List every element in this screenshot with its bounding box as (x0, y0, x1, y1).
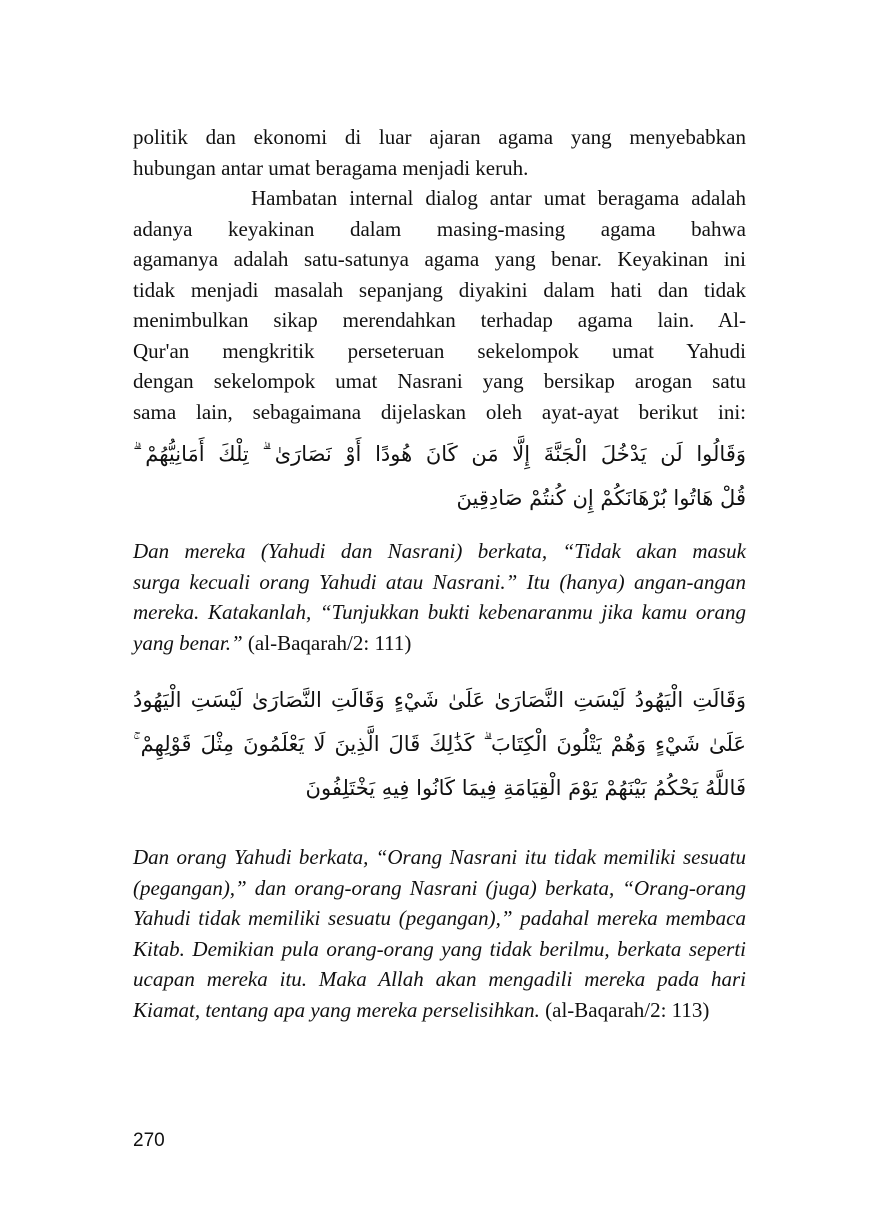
verse-1-arabic (133, 432, 746, 520)
text-line: Dan orang Yahudi berkata, “Orang Nasrani itu tidak memiliki sesuatu (133, 845, 746, 869)
page-number: 270 (133, 1130, 165, 1151)
verse-2-translation (133, 842, 746, 1025)
paragraph-2 (133, 183, 746, 427)
arabic-line: وَقَالُوا لَن يَدْخُلَ الْجَنَّةَ إِلَّا مَن كَانَ هُودًا أَوْ نَصَارَىٰ ۗ تِلْكَ أَمَانِيُّهُمْ ۗ (133, 442, 746, 466)
verse-2-arabic (133, 678, 746, 810)
text-line: agamanya adalah satu-satunya agama yang benar. Keyakinan ini (133, 247, 746, 271)
text-line: sama lain, sebagaimana dijelaskan oleh ayat-ayat berikut ini: (133, 399, 746, 424)
verse-reference: (al-Baqarah/2: 111) (247, 630, 412, 655)
verse-1-translation (133, 536, 746, 658)
text-line: Hambatan internal dialog antar umat beragama adalah (251, 186, 746, 210)
text-line: (pegangan),” dan orang-orang Nasrani (juga) berkata, “Orang-orang (133, 875, 746, 900)
verse-reference: (al-Baqarah/2: 113) (545, 997, 710, 1022)
translation-end: Kiamat, tentang apa yang mereka perselisihkan. (133, 997, 540, 1022)
text-line: tidak menjadi masalah sepanjang diyakini dalam hati dan tidak (133, 277, 746, 302)
translation-end: yang benar.” (133, 630, 243, 655)
text-line: Qur'an mengkritik perseteruan sekelompok umat Yahudi (133, 338, 746, 363)
text-line: menimbulkan sikap merendahkan terhadap agama lain. Al- (133, 308, 746, 332)
text-line: ucapan mereka itu. Maka Allah akan mengadili mereka pada hari (133, 967, 746, 991)
text-line: surga kecuali orang Yahudi atau Nasrani.” Itu (hanya) angan-angan (133, 569, 746, 594)
arabic-line: فَاللَّهُ يَحْكُمُ بَيْنَهُمْ يَوْمَ الْقِيَامَةِ فِيمَا كَانُوا فِيهِ يَخْتَلِفُونَ (305, 776, 746, 800)
text-line (133, 628, 746, 659)
text-line: Kitab. Demikian pula orang-orang yang tidak berilmu, berkata seperti (133, 936, 746, 961)
text-line: Yahudi tidak memiliki sesuatu (pegangan),” padahal mereka membaca (133, 906, 746, 930)
arabic-line: وَقَالَتِ الْيَهُودُ لَيْسَتِ النَّصَارَىٰ عَلَىٰ شَيْءٍ وَقَالَتِ النَّصَارَىٰ لَيْسَتِ الْيَهُودُ (133, 688, 746, 712)
text-line: hubungan antar umat beragama menjadi keruh. (133, 155, 529, 180)
text-line: dengan sekelompok umat Nasrani yang bersikap arogan satu (133, 369, 746, 393)
text-line: adanya keyakinan dalam masing-masing agama bahwa (133, 216, 746, 241)
text-line: mereka. Katakanlah, “Tunjukkan bukti kebenaranmu jika kamu orang (133, 600, 746, 624)
text-line: Dan mereka (Yahudi dan Nasrani) berkata, “Tidak akan masuk (133, 539, 746, 563)
paragraph-1 (133, 122, 746, 183)
text-line (133, 995, 746, 1026)
arabic-line: عَلَىٰ شَيْءٍ وَهُمْ يَتْلُونَ الْكِتَابَ ۗ كَذَٰلِكَ قَالَ الَّذِينَ لَا يَعْلَمُونَ مِثْلَ قَوْلِهِمْ ۚ (133, 732, 746, 756)
text-line: politik dan ekonomi di luar ajaran agama yang menyebabkan (133, 125, 746, 149)
arabic-line: قُلْ هَاتُوا بُرْهَانَكُمْ إِن كُنتُمْ صَادِقِينَ (456, 486, 746, 510)
